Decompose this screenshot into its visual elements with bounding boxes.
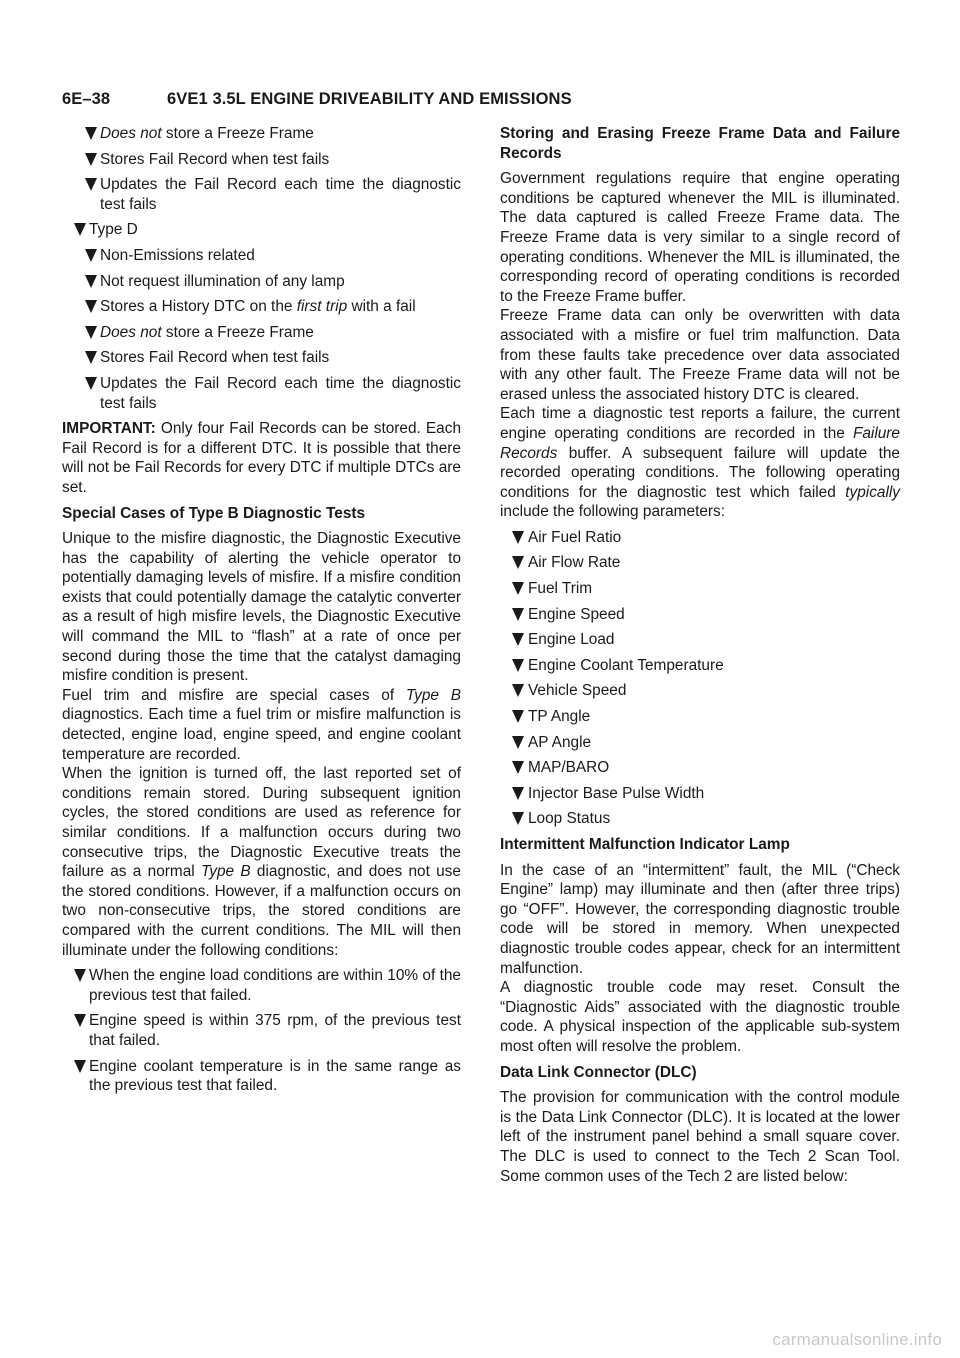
- down-triangle-icon: [512, 761, 524, 774]
- section-heading: Storing and Erasing Freeze Frame Data and Failure Records: [500, 125, 900, 162]
- down-triangle-icon: [512, 608, 524, 621]
- down-triangle-icon: [85, 377, 97, 390]
- paragraph: Freeze Frame data can only be overwritten with data associated with a misfire or fuel trim malfunction. Data from these faults take precedence over data associated with any other fault. The Freeze Frame data will not be erased unless the associated history DTC is cleared.: [500, 307, 900, 403]
- down-triangle-icon: [512, 710, 524, 723]
- down-triangle-icon: [512, 556, 524, 569]
- list-item: Air Fuel Ratio: [500, 528, 900, 548]
- down-triangle-icon: [512, 787, 524, 800]
- list-item: Stores a History DTC on the first trip with a fail: [62, 297, 461, 317]
- down-triangle-icon: [85, 326, 97, 339]
- down-triangle-icon: [85, 275, 97, 288]
- paragraph: A diagnostic trouble code may reset. Consult the “Diagnostic Aids” associated with the diagnostic trouble code. A physical inspection of the applicable sub-system most often will resolve the problem.: [500, 979, 900, 1055]
- down-triangle-icon: [85, 300, 97, 313]
- down-triangle-icon: [85, 178, 97, 191]
- down-triangle-icon: [74, 223, 86, 236]
- list-item: Type D: [62, 220, 461, 240]
- important-label: IMPORTANT:: [62, 420, 156, 438]
- paragraph: Fuel trim and misfire are special cases of Type B diagnostics. Each time a fuel trim or misfire malfunction is detected, engine load, engine speed, and engine coolant temperature are recorded.: [62, 686, 461, 763]
- down-triangle-icon: [85, 351, 97, 364]
- list-item: Non-Emissions related: [62, 246, 461, 266]
- down-triangle-icon: [74, 1060, 86, 1073]
- page-title: 6VE1 3.5L ENGINE DRIVEABILITY AND EMISSIONS: [167, 90, 572, 108]
- down-triangle-icon: [512, 582, 524, 595]
- down-triangle-icon: [512, 736, 524, 749]
- list-item: Air Flow Rate: [500, 553, 900, 573]
- page-number: 6E–38: [62, 90, 111, 108]
- down-triangle-icon: [85, 127, 97, 140]
- down-triangle-icon: [85, 153, 97, 166]
- down-triangle-icon: [512, 633, 524, 646]
- important-note: IMPORTANT: Only four Fail Records can be stored. Each Fail Record is for a different DTC. It is possible that there will not be Fail Records for every DTC if multiple DTCs are set.: [62, 420, 461, 496]
- watermark: carmanualsonline.info: [772, 1330, 942, 1349]
- left-column: [62, 124, 461, 1102]
- list-item: Engine speed is within 375 rpm, of the previous test that failed.: [62, 1011, 461, 1050]
- paragraph: When the ignition is turned off, the last reported set of conditions remain stored. During subsequent ignition cycles, the stored conditions are used as reference for similar conditions. If a malfunction occurs during two consecutive trips, the Diagnostic Executive treats the failure as a normal Type B diagnostic, and does not use the stored conditions. However, if a malfunction occurs on two non-consecutive trips, the stored conditions are compared with the current conditions. The MIL will then illuminate under the following conditions:: [62, 765, 461, 959]
- list-item: Stores Fail Record when test fails: [62, 150, 461, 170]
- down-triangle-icon: [512, 659, 524, 672]
- list-item: Not request illumination of any lamp: [62, 272, 461, 292]
- list-item: AP Angle: [500, 733, 900, 753]
- list-item: Injector Base Pulse Width: [500, 784, 900, 804]
- list-item: TP Angle: [500, 707, 900, 727]
- section-heading: Data Link Connector (DLC): [500, 1063, 697, 1081]
- list-item: Engine Coolant Temperature: [500, 656, 900, 676]
- down-triangle-icon: [85, 249, 97, 262]
- down-triangle-icon: [512, 684, 524, 697]
- down-triangle-icon: [74, 1014, 86, 1027]
- list-item: Loop Status: [500, 809, 900, 829]
- list-item: Updates the Fail Record each time the diagnostic test fails: [62, 175, 461, 214]
- paragraph: In the case of an “intermittent” fault, the MIL (“Check Engine” lamp) may illuminate and then (after three trips) go “OFF”. However, the corresponding diagnostic trouble code will be stored in memory. When unexpected diagnostic trouble codes appear, check for an intermittent malfunction.: [500, 861, 900, 977]
- paragraph: The provision for communication with the control module is the Data Link Connector (DLC). It is located at the lower left of the instrument panel behind a small square cover. The DLC is used to connect to the Tech 2 Scan Tool. Some common uses of the Tech 2 are listed below:: [500, 1089, 900, 1185]
- paragraph: Unique to the misfire diagnostic, the Diagnostic Executive has the capability of alerting the vehicle operator to potentially damaging levels of misfire. If a misfire condition exists that could potentially damage the catalytic converter as a result of high misfire levels, the Diagnostic Executive will command the MIL to “flash” at a rate of once per second during those the time that the catalyst damaging misfire condition is present.: [62, 530, 461, 685]
- paragraph: Government regulations require that engine operating conditions be captured whenever the MIL is illuminated. The data captured is called Freeze Frame data. The Freeze Frame data is very similar to a single record of operating conditions. Whenever the MIL is illuminated, the corresponding record of operating conditions is recorded to the Freeze Frame buffer.: [500, 170, 900, 305]
- list-item: Vehicle Speed: [500, 681, 900, 701]
- down-triangle-icon: [512, 531, 524, 544]
- section-heading: Special Cases of Type B Diagnostic Tests: [62, 504, 366, 522]
- list-item: Fuel Trim: [500, 579, 900, 599]
- list-item: Does not store a Freeze Frame: [62, 124, 461, 144]
- list-item: When the engine load conditions are within 10% of the previous test that failed.: [62, 966, 461, 1005]
- list-item: MAP/BARO: [500, 758, 900, 778]
- list-item: Updates the Fail Record each time the diagnostic test fails: [62, 374, 461, 413]
- list-item: Engine Load: [500, 630, 900, 650]
- list-item: Stores Fail Record when test fails: [62, 348, 461, 368]
- down-triangle-icon: [512, 812, 524, 825]
- down-triangle-icon: [74, 969, 86, 982]
- right-column: [500, 124, 900, 1192]
- section-heading: Intermittent Malfunction Indicator Lamp: [500, 836, 790, 853]
- list-item: Engine Speed: [500, 605, 900, 625]
- paragraph: Each time a diagnostic test reports a failure, the current engine operating conditions are recorded in the Failure Records buffer. A subsequent failure will update the recorded operating conditions. The following operating conditions for the diagnostic test which failed typically include the following parameters:: [500, 405, 900, 521]
- list-item: Does not store a Freeze Frame: [62, 323, 461, 343]
- list-item: Engine coolant temperature is in the same range as the previous test that failed.: [62, 1057, 461, 1096]
